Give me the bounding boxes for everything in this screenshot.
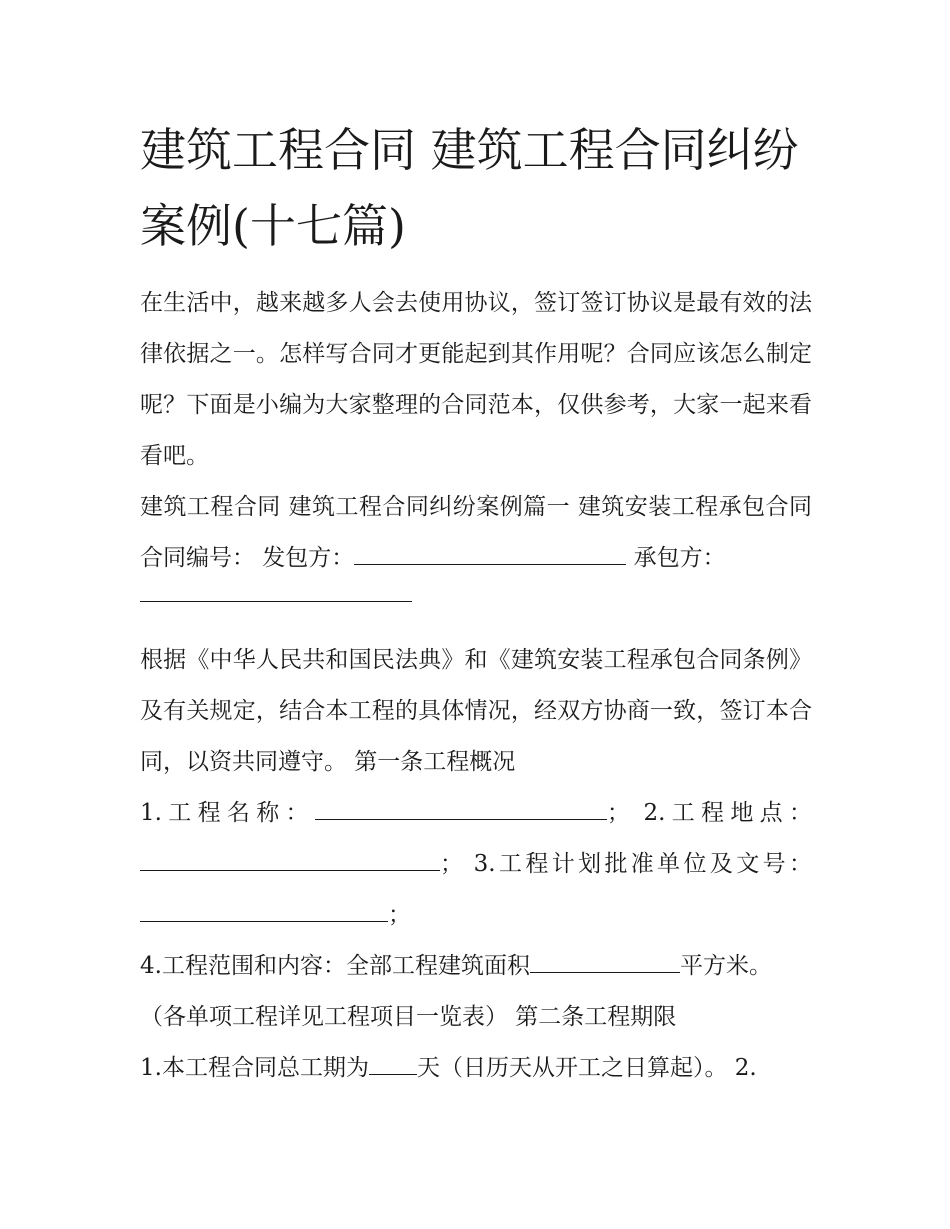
item-2-end: ； [440,851,463,877]
area-blank [530,948,680,973]
item-2-label: 2.工程地点： [629,800,812,826]
period-paragraph [140,1043,812,1094]
document-page [140,112,812,1094]
contractor-label: 承包方： [626,545,726,571]
contractor-blank [140,584,412,602]
project-name-blank [315,795,607,820]
document-title: 建筑工程合同 建筑工程合同纠纷案例(十七篇) [140,123,799,253]
period-1-label: 1.本工程合同总工期为 [140,1055,369,1081]
duration-blank [369,1050,417,1075]
employer-blank [354,540,626,565]
item-1-label: 1.工程名称： [140,800,315,826]
basis-paragraph: 根据《中华人民共和国民法典》和《建筑安装工程承包合同条例》及有关规定，结合本工程的具体情况，经双方协商一致，签订本合同，以资共同遵守。 第一条工程概况 [140,647,812,775]
period-1-end: 天（日历天从开工之日算起）。 2. [416,1055,757,1081]
item-3-end: ； [388,902,411,928]
contract-heading-paragraph [140,482,812,584]
scope-note-paragraph: （各单项工程详见工程项目一览表） 第二条工程期限 [140,1004,677,1030]
intro-paragraph: 在生活中，越来越多人会去使用协议，签订签订协议是最有效的法律依据之一。怎样写合同才更能起到其作用呢？合同应该怎么制定呢？下面是小编为大家整理的合同范本，仅供参考，大家一起来看看吧。 [140,290,812,469]
contract-heading-text: 建筑工程合同 建筑工程合同纠纷案例篇一 建筑安装工程承包合同 合同编号： 发包方： [140,494,812,571]
item-4-label: 4.工程范围和内容：全部工程建筑面积 [140,953,530,979]
item-4-unit: 平方米。 [679,953,772,979]
approval-blank [140,897,388,922]
item-1-end: ； [606,800,630,826]
contractor-blank-line [140,584,812,622]
scope-paragraph [140,941,812,992]
item-3-label: 3.工程计划批准单位及文号： [463,851,812,877]
project-items-paragraph [140,788,812,941]
project-location-blank [140,846,440,871]
